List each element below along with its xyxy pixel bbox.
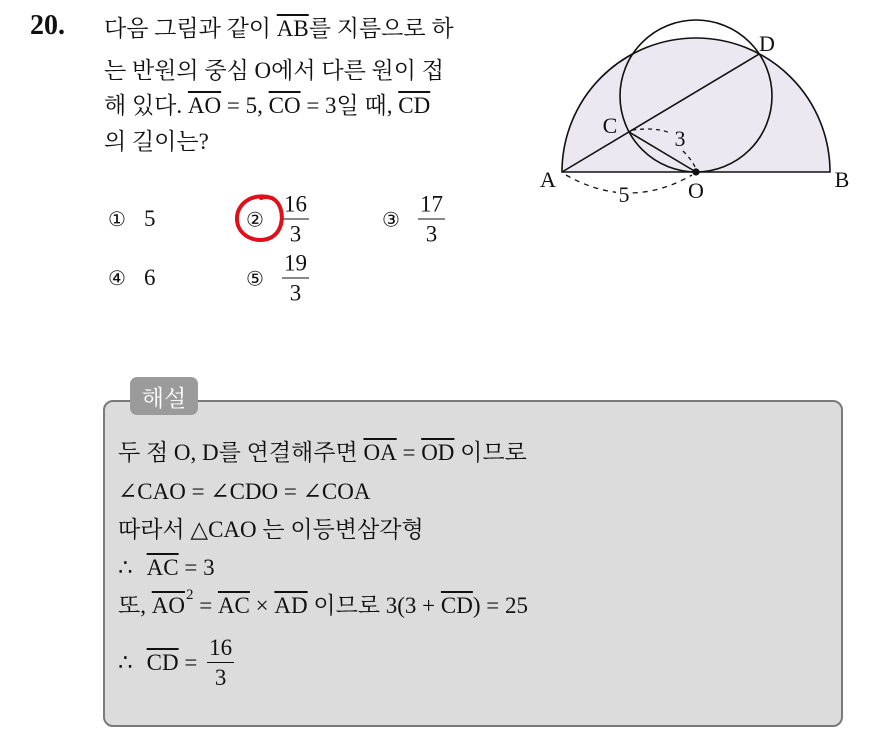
therefore-symbol: ∴ <box>118 555 133 581</box>
segment-oa: $\overline{OA}$ <box>363 440 397 465</box>
segment-ac: $\overline{AC}$ <box>146 555 179 580</box>
fraction-numerator: 17 <box>418 192 445 220</box>
segment-cd: $\overline{CD}$ <box>398 93 431 118</box>
segment-co: $\overline{CO}$ <box>268 93 301 118</box>
superscript: 2 <box>185 587 194 603</box>
solution-line-4 <box>118 553 215 583</box>
choice-5 <box>246 251 309 306</box>
length-ao-label: 5 <box>618 182 630 207</box>
fraction-denominator: 3 <box>214 665 227 690</box>
length-co-label: 3 <box>674 126 686 151</box>
segment-ao: $\overline{AO}$ <box>151 593 185 618</box>
choice-marker: ⑤ <box>246 266 264 290</box>
fraction-numerator: 16 <box>207 635 234 663</box>
solution-line-2 <box>118 477 370 507</box>
solution-tab: 해설 <box>130 377 198 415</box>
segment-cd: $\overline{CD}$ <box>146 649 179 675</box>
segment-ac: $\overline{AC}$ <box>217 593 250 618</box>
fraction-numerator: 19 <box>282 251 309 279</box>
choice-4 <box>108 265 155 291</box>
solution-text: = <box>396 440 422 465</box>
solution-text: ∠CAO = ∠CDO = ∠COA <box>118 479 371 504</box>
solution-line-1 <box>118 438 527 468</box>
solution-line-3 <box>118 515 424 545</box>
problem-text: = 3일 때, <box>300 93 399 118</box>
choice-1 <box>108 206 155 232</box>
segment-cd: $\overline{CD}$ <box>440 593 473 618</box>
label-a: A <box>540 167 556 192</box>
choice-value: 6 <box>143 265 156 290</box>
geometry-figure <box>530 15 860 210</box>
segment-od: $\overline{OD}$ <box>421 440 455 465</box>
problem-line-3 <box>104 91 430 121</box>
solution-text: 두 점 O, D를 연결해주면 <box>118 440 364 465</box>
solution-text: × <box>249 593 275 618</box>
solution-text: 또, <box>118 593 152 618</box>
fraction-denominator: 3 <box>289 280 302 306</box>
segment-ad: $\overline{AD}$ <box>274 593 308 618</box>
solution-text: 따라서 △CAO 는 이등변삼각형 <box>118 517 424 542</box>
answer-circle-mark <box>232 192 288 246</box>
solution-text: = <box>193 593 218 618</box>
fraction-numerator: 16 <box>282 192 309 220</box>
solution-text: 이므로 3(3 + <box>307 593 441 618</box>
problem-text: 다음 그림과 같이 <box>104 16 277 41</box>
point-o-dot <box>692 168 699 175</box>
label-o: O <box>688 178 704 203</box>
segment-ab: $\overline{AB}$ <box>276 16 309 41</box>
problem-text: 를 지름으로 하 <box>308 16 454 41</box>
problem-text: 는 반원의 중심 O에서 다른 원이 접 <box>104 58 444 83</box>
label-d: D <box>759 31 775 56</box>
solution-text: = <box>178 649 204 675</box>
choice-fraction <box>282 251 309 306</box>
choice-marker: ④ <box>108 266 126 290</box>
label-c: C <box>602 113 618 138</box>
problem-text: 해 있다. <box>104 93 188 118</box>
fraction-denominator: 3 <box>425 221 438 247</box>
fraction-denominator: 3 <box>289 221 302 247</box>
problem-text: 의 길이는? <box>104 129 209 154</box>
choice-marker: ① <box>108 207 126 231</box>
problem-line-2 <box>104 56 444 86</box>
solution-line-5 <box>118 587 528 621</box>
solution-text: 이므로 <box>454 440 527 465</box>
segment-ao: $\overline{AO}$ <box>187 93 222 118</box>
choice-marker: ③ <box>382 207 400 231</box>
problem-number: 20. <box>30 10 65 41</box>
solution-text: ) = 25 <box>472 593 528 618</box>
answer-fraction <box>207 635 234 690</box>
choice-marker: ② <box>246 207 264 231</box>
problem-line-4 <box>104 127 209 157</box>
label-b: B <box>834 167 850 192</box>
solution-text: = 3 <box>178 555 215 580</box>
choice-value: 5 <box>143 206 156 231</box>
solution-line-6 <box>118 635 234 690</box>
choice-fraction <box>418 192 445 247</box>
semicircle <box>562 38 830 172</box>
problem-text: = 5, <box>221 93 269 118</box>
problem-line-1 <box>104 14 454 44</box>
therefore-symbol: ∴ <box>118 649 133 676</box>
choice-3 <box>382 192 445 247</box>
